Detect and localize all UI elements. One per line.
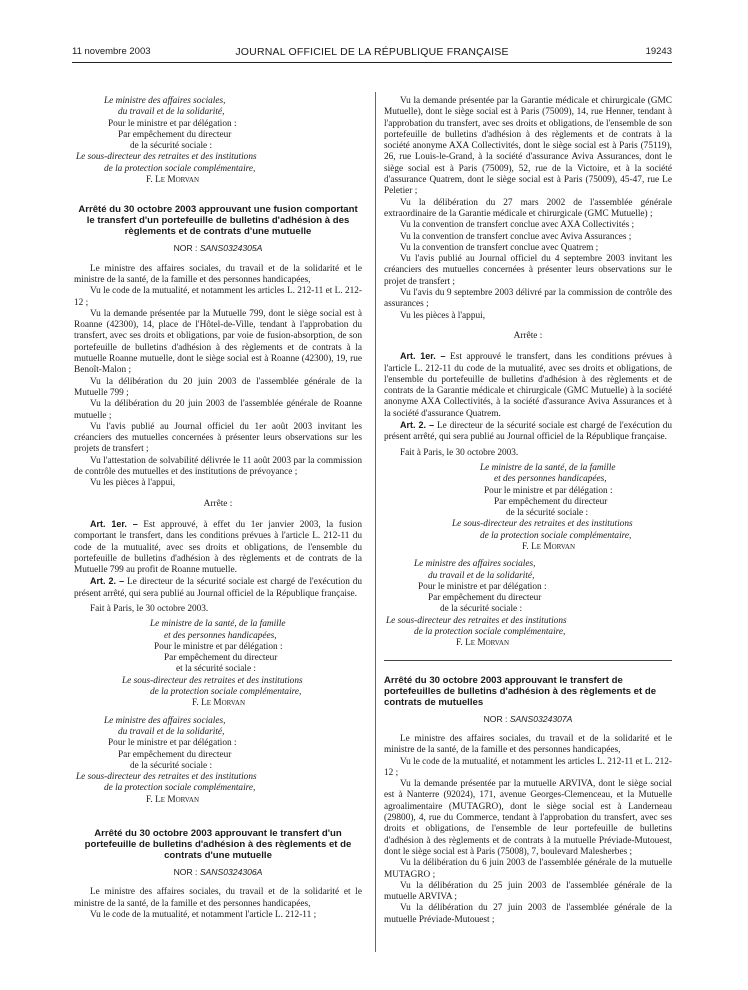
decree-section xyxy=(74,828,362,921)
nor-code: SANS0324305A xyxy=(199,243,263,254)
decree-paragraph: Vu le code de la mutualité, et notamment les articles L. 212-11 et L. 212-12 ; xyxy=(384,756,672,778)
signature-sous-directeur-line2: de la protection sociale complémentaire, xyxy=(104,163,256,174)
decree-paragraph: Vu la délibération du 20 juin 2003 de l'assemblée générale de la Mutuelle 799 ; xyxy=(74,376,362,398)
article-2-text: Le directeur de la sécurité sociale est chargé de l'exécution du présent arrêté, qui sera publié au Journal officiel de la République française. xyxy=(384,421,673,443)
signature-delegation: Pour le ministre et par délégation : xyxy=(418,581,547,592)
signature-minister: Le ministre des affaires sociales, xyxy=(104,715,226,726)
signature-delegation-line3: de la sécurité sociale : xyxy=(440,604,523,615)
signature-minister-line2: et des personnes handicapées, xyxy=(164,630,277,641)
decree-paragraph: Vu l'attestation de solvabilité délivrée le 11 août 2003 par la commission de contrôle des mutuelles et des institutions de prévoyance ; xyxy=(74,455,362,478)
article-2-text: Le directeur de la sécurité sociale est chargé de l'exécution du présent arrêté, qui sera publié au Journal officiel de la République française. xyxy=(74,577,363,599)
signature-block xyxy=(384,559,672,649)
decree-paragraph: Vu la délibération du 27 juin 2003 de l'assemblée générale de la mutuelle Préviade-Mutouest ; xyxy=(384,903,672,925)
article-1-label: Art. 1er. – xyxy=(90,518,138,529)
decree-title: Arrêté du 30 octobre 2003 approuvant le transfert de portefeuilles de bulletins d'adhésion à des règlements et de contrats de mutuelles xyxy=(384,674,657,708)
decree-paragraph: Le ministre des affaires sociales, du travail et de la solidarité et le ministre de la santé, de la famille et des personnes handicapées, xyxy=(74,887,362,909)
signature-delegation-line3: de la sécurité sociale : xyxy=(506,508,589,519)
column-divider xyxy=(375,92,376,952)
signature-minister: Le ministre de la santé, de la famille xyxy=(480,462,616,473)
nor-reference xyxy=(74,243,362,254)
nor-reference xyxy=(384,714,672,725)
decree-paragraph: Vu les pièces à l'appui, xyxy=(90,478,176,489)
decree-paragraph: Vu la convention de transfert conclue avec AXA Collectivités ; xyxy=(400,220,635,231)
signature-name: F. Le Morvan xyxy=(146,175,200,186)
signature-delegation-line2: Par empêchement du directeur xyxy=(118,749,232,760)
decree-paragraph: Vu l'avis publié au Journal officiel du 4 septembre 2003 invitant les créanciers des mutuelles concernées à présenter leurs observations sur le projet de transfert ; xyxy=(384,254,672,287)
decree-paragraph: Vu le code de la mutualité, et notamment les articles L. 212-11 et L. 212-12 ; xyxy=(74,286,362,308)
fait-a-paris: Fait à Paris, le 30 octobre 2003. xyxy=(90,603,209,614)
right-column xyxy=(384,96,672,926)
signature-delegation: Pour le ministre et par délégation : xyxy=(108,118,237,129)
signature-delegation: Pour le ministre et par délégation : xyxy=(484,485,613,496)
signature-block xyxy=(384,463,672,553)
nor-label: NOR : xyxy=(173,243,198,254)
decree-paragraph: Le ministre des affaires sociales, du travail et de la solidarité et le ministre de la santé, de la famille et des personnes handicapées, xyxy=(74,263,362,285)
decree-paragraph: Vu l'avis du 9 septembre 2003 délivré par la commission de contrôle des assurances ; xyxy=(384,288,672,310)
decree-section xyxy=(384,660,672,926)
signature-sous-directeur-line2: de la protection sociale complémentaire, xyxy=(414,627,566,638)
decree-paragraph: Vu la convention de transfert conclue avec Aviva Assurances ; xyxy=(400,231,632,242)
decree-paragraph: Vu l'avis publié au Journal officiel du 1er août 2003 invitant les créanciers des mutuelles concernées à présenter leurs observations sur les projets de transfert ; xyxy=(74,421,362,455)
signature-delegation-line3: de la sécurité sociale : xyxy=(130,141,213,152)
decree-paragraph: Vu la délibération du 27 mars 2002 de l'assemblée générale extraordinaire de la Garantie médicale et chirurgicale (GMC Mutuelle) ; xyxy=(384,197,672,219)
fait-a-paris: Fait à Paris, le 30 octobre 2003. xyxy=(400,447,519,458)
signature-block xyxy=(74,96,362,186)
header-rule xyxy=(72,62,672,63)
signature-minister-line2: du travail et de la solidarité, xyxy=(428,570,535,581)
decree-paragraph: Vu la demande présentée par la Mutuelle 799, dont le siège social est à Roanne (42300), 14, place de l'Hôtel-de-Ville, tendant à l'approbation du transfert, avec ses droits et obligations, par voie de fusion-absorption, de son portefeuille de bulletins d'adhésion à des règlements et de contrats à la mutuelle Roanne mutuelle, dont le siège social est à Roanne (42300), 19, rue Benoît-Malon ; xyxy=(74,308,362,376)
decree-paragraph: Vu la délibération du 20 juin 2003 de l'assemblée générale de Roanne mutuelle ; xyxy=(74,399,362,421)
journal-title: JOURNAL OFFICIEL DE LA RÉPUBLIQUE FRANÇAISE xyxy=(235,46,509,58)
decree-paragraph: Vu les pièces à l'appui, xyxy=(400,310,486,321)
signature-minister: Le ministre des affaires sociales, xyxy=(414,559,536,570)
signature-delegation-line3: et la sécurité sociale : xyxy=(176,664,257,675)
article-2 xyxy=(384,420,672,444)
arrete-heading: Arrête : xyxy=(513,330,543,341)
article-1-label: Art. 1er. – xyxy=(400,351,446,362)
signature-name: F. Le Morvan xyxy=(456,638,510,649)
article-2-label: Art. 2. – xyxy=(400,420,435,431)
decree-paragraph: Vu la demande présentée par la Garantie médicale et chirurgicale (GMC Mutuelle), dont le siège social est à Paris (75009), 14, rue Henner, tendant à l'approbation du transfert, avec ses droits et obligations, de l'ensemble de son portefeuille de bulletins d'adhésion à des règlements et de contrats à la société anonyme AXA Collectivités, dont le siège social est à Paris (75119), 26, rue Louis-le-Grand, à la société d'assurance Aviva Assurances, dont le siège social est à Paris (75009), 52, rue de la Victoire, et à la société d'assurance Quatrem, dont le siège social est à Paris (75009), 45-47, rue Le Peletier ; xyxy=(384,96,672,197)
decree-paragraph: Vu la convention de transfert conclue avec Quatrem ; xyxy=(400,242,599,253)
signature-block xyxy=(74,619,362,709)
signature-name: F. Le Morvan xyxy=(146,794,200,805)
signature-block xyxy=(74,716,362,806)
signature-minister: Le ministre de la santé, de la famille xyxy=(150,619,286,630)
page-number: 19243 xyxy=(645,46,672,57)
signature-name: F. Le Morvan xyxy=(192,698,246,709)
nor-code: SANS0324306A xyxy=(199,867,263,878)
signature-minister-line2: et des personnes handicapées, xyxy=(494,474,607,485)
signature-delegation-line2: Par empêchement du directeur xyxy=(428,593,542,604)
signature-minister-line2: du travail et de la solidarité, xyxy=(118,107,225,118)
signature-sous-directeur: Le sous-directeur des retraites et des institutions xyxy=(452,519,633,530)
nor-label: NOR : xyxy=(173,867,198,878)
issue-date: 11 novembre 2003 xyxy=(72,46,151,57)
signature-delegation-line2: Par empêchement du directeur xyxy=(164,653,278,664)
decree-title: Arrêté du 30 octobre 2003 approuvant une fusion comportant le transfert d'un portefeuille de bulletins d'adhésion à des règlements et de contrats d'une mutuelle xyxy=(78,204,358,238)
signature-sous-directeur: Le sous-directeur des retraites et des institutions xyxy=(386,615,567,626)
signature-sous-directeur-line2: de la protection sociale complémentaire, xyxy=(150,687,302,698)
page-header xyxy=(72,46,672,60)
decree-section xyxy=(74,204,362,615)
signature-delegation-line3: de la sécurité sociale : xyxy=(130,760,213,771)
signature-delegation-line2: Par empêchement du directeur xyxy=(494,496,608,507)
nor-label: NOR : xyxy=(483,713,508,724)
signature-delegation: Pour le ministre et par délégation : xyxy=(154,641,283,652)
left-column xyxy=(74,96,362,921)
article-1 xyxy=(384,351,672,420)
article-2-label: Art. 2. – xyxy=(90,576,125,587)
nor-code: SANS0324307A xyxy=(509,713,573,724)
signature-minister-line2: du travail et de la solidarité, xyxy=(118,726,225,737)
signature-name: F. Le Morvan xyxy=(522,541,576,552)
article-1-text: Est approuvé, à effet du 1er janvier 2003, la fusion comportant le transfert, dans les conditions prévues à l'article L. 212-11 du code de la mutualité, avec ses droits et obligations, de l'ensemble du portefeuille de bulletins d'adhésion à des règlements et de contrats de la Mutuelle 799 au profit de Roanne mutuelle. xyxy=(74,519,362,576)
decree-paragraph: Vu la demande présentée par la mutuelle ARVIVA, dont le siège social est à Nanterre (92024), 171, avenue Georges-Clemenceau, et la Mutuelle agroalimentaire (MUTAGRO), dont le siège social est à Landerneau (29800), 4, rue du Commerce, tendant à l'approbation du transfert, avec ses droits et obligations, de l'ensemble de leur portefeuille de bulletins d'adhésion à des règlements et de contrats à la mutuelle Préviade-Mutouest, dont le siège social est à Paris (75008), 7, boulevard Malesherbes ; xyxy=(384,779,672,857)
article-2 xyxy=(74,576,362,600)
arrete-heading: Arrête : xyxy=(203,498,233,509)
nor-reference xyxy=(74,867,362,878)
signature-delegation-line2: Par empêchement du directeur xyxy=(118,129,232,140)
decree-title: Arrêté du 30 octobre 2003 approuvant le transfert d'un portefeuille de bulletins d'adhésion à des règlements et de contrats d'une mutuelle xyxy=(84,828,352,862)
signature-delegation: Pour le ministre et par délégation : xyxy=(108,738,237,749)
decree-paragraph: Vu la délibération du 25 juin 2003 de l'assemblée générale de la mutuelle ARVIVA ; xyxy=(384,880,672,903)
signature-minister: Le ministre des affaires sociales, xyxy=(104,96,226,106)
signature-sous-directeur: Le sous-directeur des retraites et des institutions xyxy=(76,772,257,783)
decree-paragraph: Vu la délibération du 6 juin 2003 de l'assemblée générale de la mutuelle MUTAGRO ; xyxy=(384,858,672,880)
signature-sous-directeur-line2: de la protection sociale complémentaire, xyxy=(104,783,256,794)
signature-sous-directeur-line2: de la protection sociale complémentaire, xyxy=(480,530,632,541)
signature-sous-directeur: Le sous-directeur des retraites et des institutions xyxy=(122,675,303,686)
decree-paragraph: Le ministre des affaires sociales, du travail et de la solidarité et le ministre de la santé, de la famille et des personnes handicapées, xyxy=(384,733,672,756)
decree-paragraph: Vu le code de la mutualité, et notamment l'article L. 212-11 ; xyxy=(90,909,317,920)
article-1-text: Est approuvé le transfert, dans les conditions prévues à l'article L. 212-11 du code de la mutualité, avec ses droits et obligations, de l'ensemble du portefeuille de bulletins d'adhésion à des règlements et de contrats de la Garantie médicale et chirurgicale (GMC Mutuelle) à la société anonyme AXA Collectivités, à la société d'assurance Aviva Assurances et à la société d'assurance Quatrem. xyxy=(384,352,672,419)
signature-sous-directeur: Le sous-directeur des retraites et des institutions xyxy=(76,152,257,163)
article-1 xyxy=(74,519,362,576)
